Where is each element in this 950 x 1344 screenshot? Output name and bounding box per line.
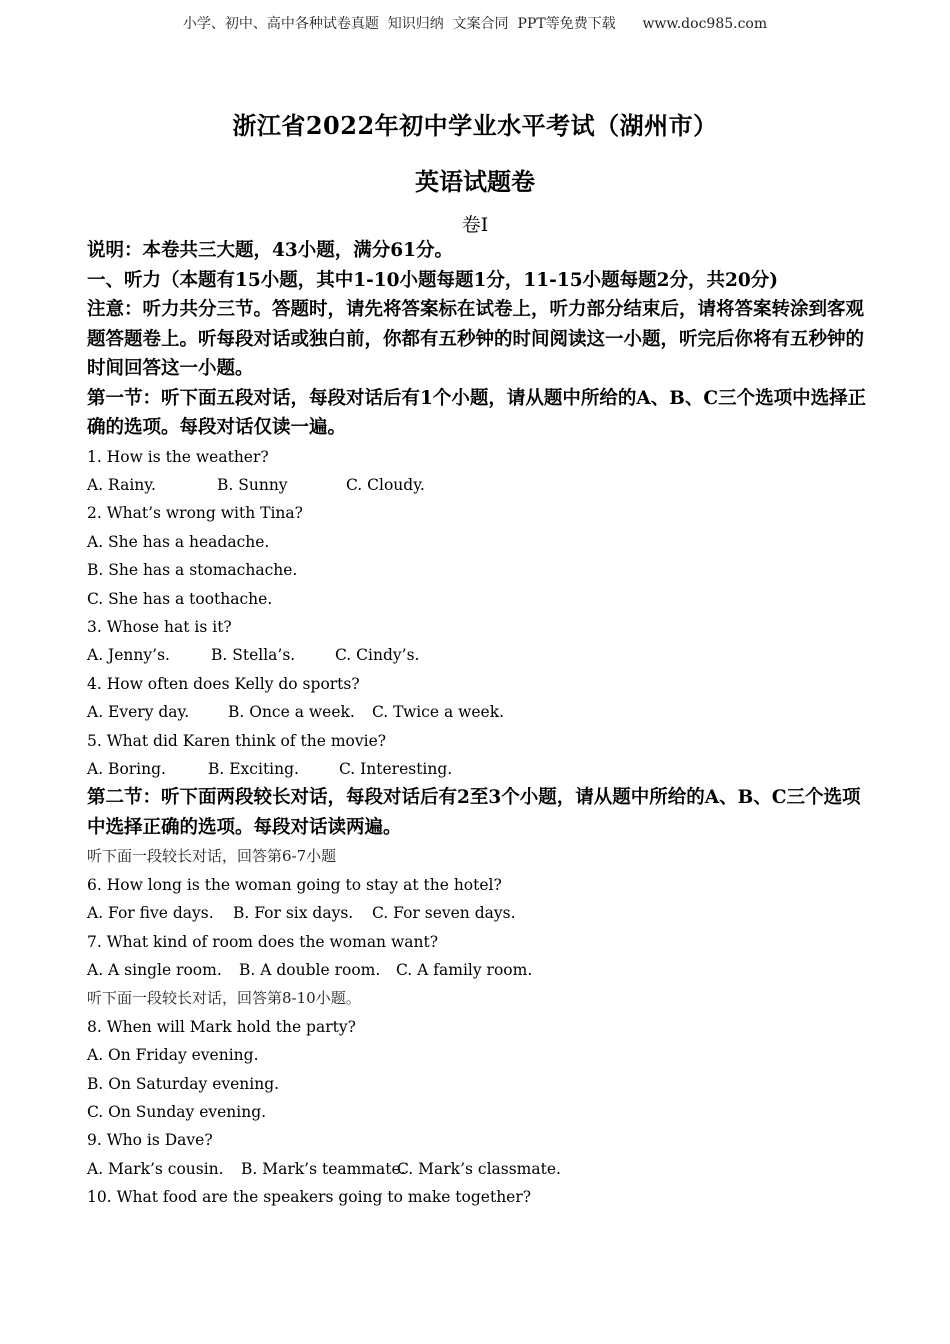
option-a: A. A single room. xyxy=(87,961,222,979)
option-c: C. For seven days. xyxy=(372,904,516,923)
question-3-options xyxy=(87,641,867,669)
option-a: A. Every day. xyxy=(87,703,190,722)
option-b: B. Mark’s teammate. xyxy=(241,1159,406,1178)
option-b: B. For six days. xyxy=(233,904,354,923)
part-2-instructions: 第二节：听下面两段较长对话，每段对话后有2至3个小题，请从题中所给的A、B、C三个选项中选择正确的选项。每段对话读两遍。 xyxy=(87,787,861,838)
option-a: A. She has a headache. xyxy=(87,532,270,551)
question-5-options xyxy=(87,755,867,783)
option-b: B. She has a stomachache. xyxy=(87,561,298,580)
exam-title: 浙江省2022年初中学业水平考试（湖州市） xyxy=(232,111,718,140)
question-6: 6. How long is the woman going to stay at the hotel? xyxy=(87,875,502,894)
question-7: 7. What kind of room does the woman want? xyxy=(87,932,438,951)
option-a: A. Rainy. xyxy=(87,475,156,494)
question-1-options xyxy=(87,471,867,499)
page-header: 小学、初中、高中各种试卷真题 知识归纳 文案合同 PPT等免费下载 www.doc985.com xyxy=(182,16,768,32)
option-c: C. Twice a week. xyxy=(372,703,505,722)
option-a: A. For five days. xyxy=(87,904,214,923)
exam-content xyxy=(87,236,867,1212)
listening-notice: 注意：听力共分三节。答题时，请先将答案标在试卷上，听力部分结束后，请将答案转涂到客观题答题卷上。听每段对话或独白前，你都有五秒钟的时间阅读这一小题，听完后你将有五秒钟的时间回答这一小题。 xyxy=(87,299,865,379)
exam-note: 说明：本卷共三大题，43小题，满分61分。 xyxy=(87,240,453,261)
dialog-2-note: 听下面一段较长对话，回答第8-10小题。 xyxy=(87,989,361,1008)
question-2: 2. What’s wrong with Tina? xyxy=(87,504,303,523)
question-4-options xyxy=(87,698,867,726)
option-a: A. Boring. xyxy=(87,759,166,778)
question-3: 3. Whose hat is it? xyxy=(87,617,232,636)
question-4: 4. How often does Kelly do sports? xyxy=(87,674,360,693)
question-1: 1. How is the weather? xyxy=(87,447,269,466)
option-b: B. A double room. xyxy=(239,961,381,979)
option-c: C. Interesting. xyxy=(339,759,453,778)
part-1-instructions: 第一节：听下面五段对话，每段对话后有1个小题，请从题中所给的A、B、C三个选项中选择正确的选项。每段对话仅读一遍。 xyxy=(87,387,867,438)
section-listening-heading: 一、听力（本题有15小题，其中1-10小题每题1分，11-15小题每题2分，共20分) xyxy=(87,269,778,291)
option-c: C. Mark’s classmate. xyxy=(397,1159,561,1178)
option-a: A. On Friday evening. xyxy=(87,1046,259,1065)
exam-subtitle: 英语试题卷 xyxy=(415,167,535,196)
question-8: 8. When will Mark hold the party? xyxy=(87,1017,356,1036)
option-a: A. Mark’s cousin. xyxy=(87,1159,224,1178)
option-b: B. On Saturday evening. xyxy=(87,1074,280,1093)
option-b: B. Once a week. xyxy=(228,703,355,722)
option-c: C. She has a toothache. xyxy=(87,589,273,608)
option-c: C. Cloudy. xyxy=(346,475,425,494)
option-b: B. Exciting. xyxy=(208,759,299,778)
question-7-options xyxy=(87,956,867,984)
question-9: 9. Who is Dave? xyxy=(87,1131,213,1150)
volume-label: 卷Ⅰ xyxy=(461,214,489,236)
question-9-options xyxy=(87,1155,867,1183)
option-c: C. Cindy’s. xyxy=(335,646,420,665)
question-6-options xyxy=(87,899,867,927)
dialog-1-note: 听下面一段较长对话，回答第6-7小题 xyxy=(87,847,337,866)
option-c: C. On Sunday evening. xyxy=(87,1103,267,1122)
question-5: 5. What did Karen think of the movie? xyxy=(87,731,387,750)
option-b: B. Sunny xyxy=(217,475,288,494)
option-c: C. A family room. xyxy=(396,961,533,979)
question-10: 10. What food are the speakers going to make together? xyxy=(87,1188,532,1207)
option-b: B. Stella’s. xyxy=(211,646,296,665)
option-a: A. Jenny’s. xyxy=(87,646,170,665)
